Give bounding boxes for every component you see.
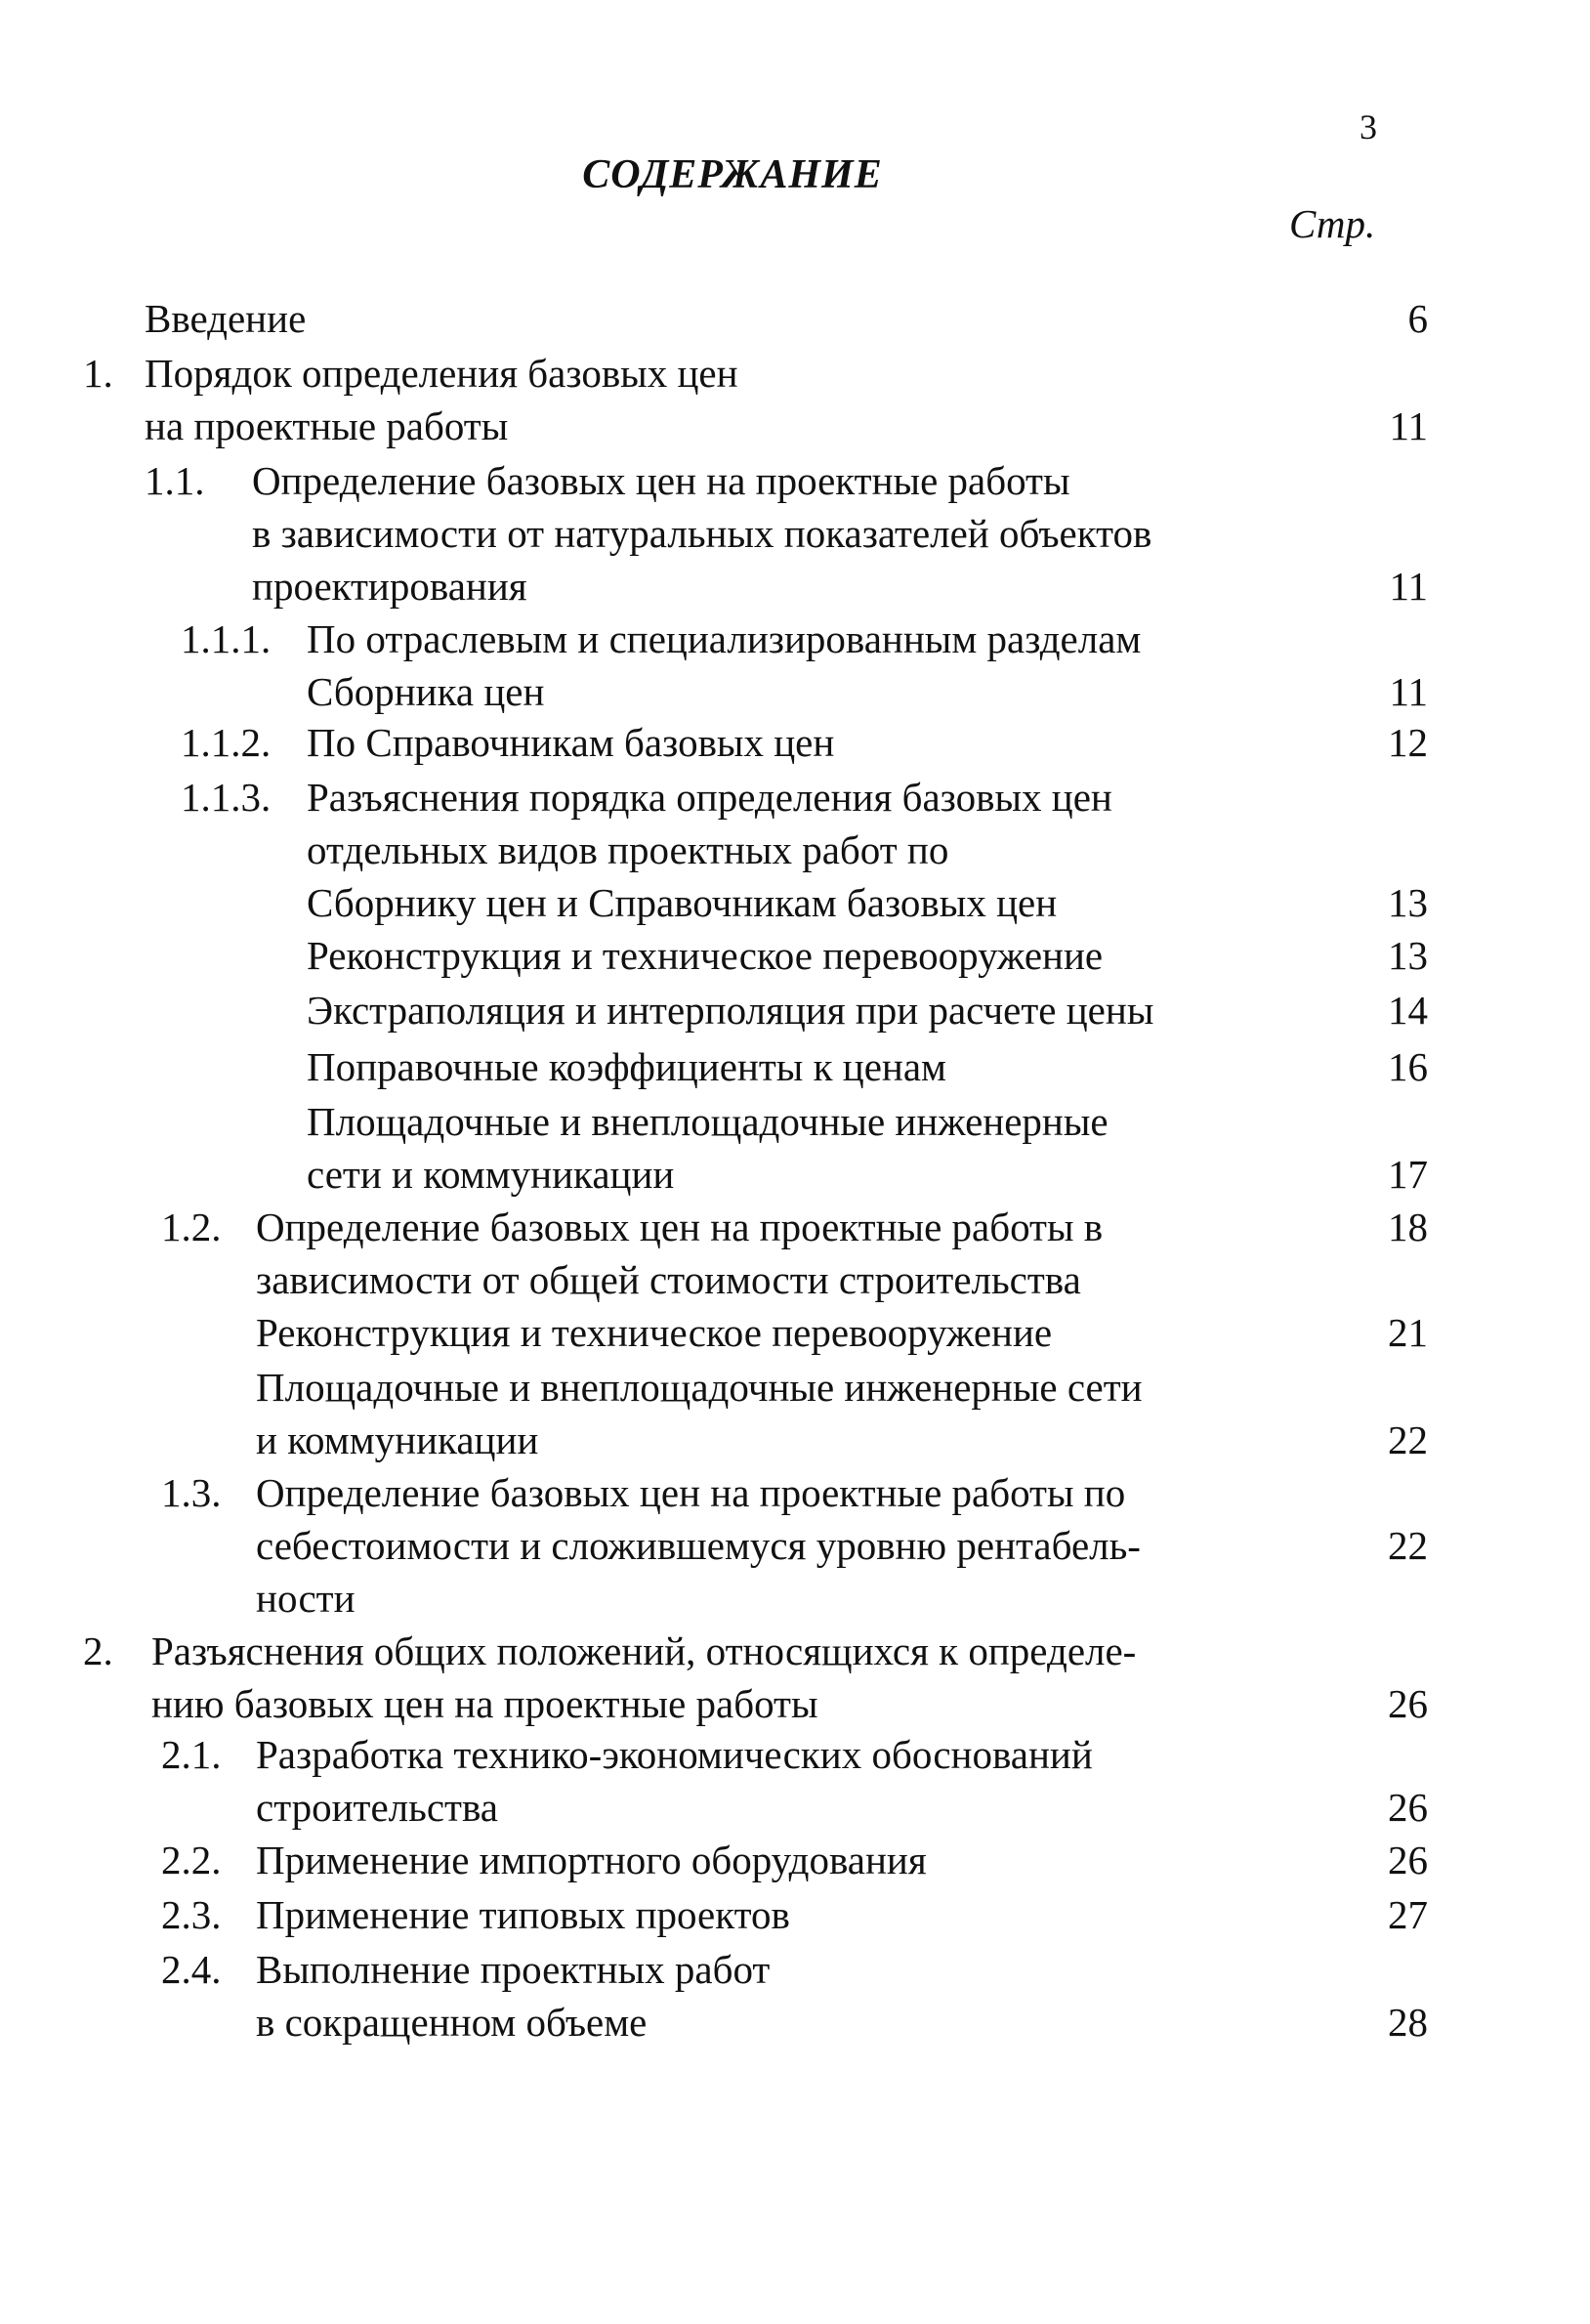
toc-entry-text: По отраслевым и специализированным разделам (307, 616, 1142, 661)
toc-entry-text: Выполнение проектных работ (256, 1947, 771, 1992)
toc-entry-text: в зависимости от натуральных показателей объектов (252, 511, 1152, 556)
toc-entry-text: Применение типовых проектов (256, 1892, 790, 1937)
toc-entry-number: 1.1.3. (181, 775, 272, 820)
toc-entry-page: 11 (1389, 403, 1428, 448)
toc-entry-number: 2.3. (161, 1892, 222, 1937)
toc-entry-text: Сборника цен (307, 669, 545, 714)
toc-entry-page: 21 (1388, 1310, 1428, 1355)
toc-entry-page: 6 (1407, 296, 1428, 341)
toc-entry-number: 2.1. (161, 1732, 222, 1777)
toc-entry-text: Экстраполяция и интерполяция при расчете цены (307, 988, 1154, 1033)
toc-entry-page: 22 (1388, 1417, 1428, 1462)
toc-entry-number: 2.2. (161, 1838, 222, 1882)
toc-entry-page: 11 (1389, 669, 1428, 714)
toc-entry-text: себестоимости и сложившемуся уровню рентабель- (256, 1523, 1141, 1568)
toc-entry-text: Реконструкция и техническое перевооружение (256, 1310, 1053, 1355)
toc-entry-text: По Справочникам базовых цен (307, 720, 835, 765)
toc-entry-text: Разъяснения общих положений, относящихся к определе- (151, 1628, 1137, 1673)
toc-entry-page: 26 (1388, 1785, 1428, 1830)
toc-entry-number: 1.2. (161, 1204, 222, 1249)
toc-entry-page: 26 (1388, 1681, 1428, 1726)
toc-entry-text: и коммуникации (256, 1417, 539, 1462)
toc-entry-text: Сборнику цен и Справочникам базовых цен (307, 880, 1058, 925)
toc-entry-page: 22 (1388, 1523, 1428, 1568)
toc-entry-page: 13 (1388, 880, 1428, 925)
toc-entry-text: проектирования (252, 564, 527, 609)
toc-entry-page: 12 (1388, 720, 1428, 765)
toc-entry-number: 1.1.1. (181, 616, 272, 661)
toc-entry-text: сети и коммуникации (307, 1152, 675, 1197)
toc-entry-page: 14 (1388, 988, 1428, 1033)
page-column-header: Стр. (1289, 201, 1376, 246)
toc-entry-text: Реконструкция и техническое перевооружение (307, 933, 1104, 978)
toc-entry-number: 1.3. (161, 1470, 222, 1515)
toc-entry-text: на проектные работы (145, 403, 509, 448)
toc-title: СОДЕРЖАНИЕ (582, 152, 883, 197)
toc-entry-text: Разъяснения порядка определения базовых цен (307, 775, 1112, 820)
toc-entry-page: 27 (1388, 1892, 1428, 1937)
toc-entry-text: Определение базовых цен на проектные работы по (256, 1470, 1126, 1515)
toc-entry-page: 17 (1388, 1152, 1428, 1197)
toc-entry-page: 16 (1388, 1044, 1428, 1089)
toc-entry-page: 11 (1389, 564, 1428, 609)
toc-entry-text: Введение (145, 296, 307, 341)
toc-entry-text: Определение базовых цен на проектные работы в (256, 1204, 1104, 1249)
toc-entry-number: 2.4. (161, 1947, 222, 1992)
toc-entry-number: 1. (83, 351, 113, 396)
toc-entry-text: нию базовых цен на проектные работы (151, 1681, 818, 1726)
toc-entry-text: отдельных видов проектных работ по (307, 827, 949, 872)
toc-entry-text: Определение базовых цен на проектные работы (252, 458, 1070, 503)
page-number: 3 (1360, 107, 1377, 147)
toc-entry-text: Площадочные и внеплощадочные инженерные (307, 1099, 1109, 1144)
toc-entry-text: Применение импортного оборудования (256, 1838, 927, 1882)
toc-entry-number: 2. (83, 1628, 113, 1673)
toc-entry-text: Порядок определения базовых цен (145, 351, 738, 396)
toc-entry-page: 18 (1388, 1204, 1428, 1249)
toc-entry-text: ности (256, 1576, 356, 1621)
toc-entry-text: Поправочные коэффициенты к ценам (307, 1044, 946, 1089)
toc-entry-text: строительства (256, 1785, 498, 1830)
toc-entry-text: Площадочные и внеплощадочные инженерные сети (256, 1365, 1143, 1410)
toc-entry-number: 1.1.2. (181, 720, 272, 765)
toc-entry-text: в сокращенном объеме (256, 2000, 648, 2045)
toc-entry-page: 26 (1388, 1838, 1428, 1882)
toc-entry-page: 28 (1388, 2000, 1428, 2045)
toc-entry-number: 1.1. (145, 458, 205, 503)
toc-entry-text: зависимости от общей стоимости строительства (256, 1257, 1081, 1302)
toc-entry-text: Разработка технико-экономических обоснований (256, 1732, 1093, 1777)
toc-entry-page: 13 (1388, 933, 1428, 978)
